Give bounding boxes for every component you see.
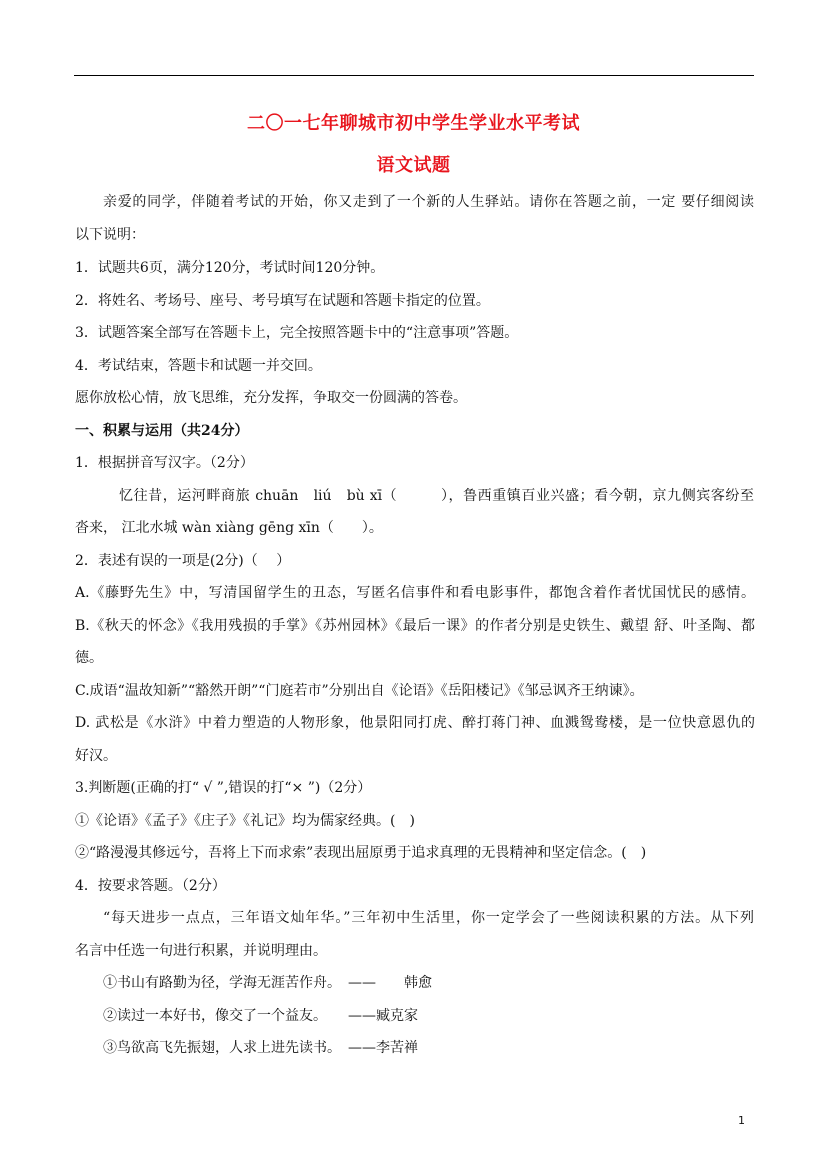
instruction-item-4: 4．考试结束，答题卡和试题一并交回。 bbox=[75, 358, 322, 374]
instruction-item-3: 3．试题答案全部写在答题卡上，完全按照答题卡中的“注意事项”答题。 bbox=[75, 325, 519, 341]
question-2-stem: 2．表述有误的一项是(2分)（ ） bbox=[75, 553, 291, 569]
question-4-text-line-2: 名言中任选一句进行积累，并说明理由。 bbox=[75, 943, 327, 959]
question-4-text-line-1: “每天进步一点点，三年语文灿年华。”三年初中生活里，你一定学会了一些阅读积累的方法。从下列 bbox=[103, 910, 754, 926]
question-1-text-line-2: 沓来， 江北水城 wàn xiàng gēng xīn（ ）。 bbox=[75, 520, 383, 536]
exam-title: 二〇一七年聊城市初中学生学业水平考试 bbox=[247, 113, 580, 134]
instruction-item-2: 2．将姓名、考场号、座号、考号填写在试题和答题卡指定的位置。 bbox=[75, 293, 490, 309]
question-2-option-d-line-1: D. 武松是《水浒》中着力塑造的人物形象，他景阳同打虎、醉打蒋门神、血溅鸳鸯楼，是一位快意恩仇的 bbox=[75, 715, 755, 731]
question-1-text-line-1: 忆往昔，运河畔商旅 chuān liú bù xī（ ），鲁西重镇百业兴盛；看今朝，京九侧宾客纷至 bbox=[119, 488, 754, 504]
wish-text: 愿你放松心情，放飞思维，充分发挥，争取交一份圆满的答卷。 bbox=[75, 390, 467, 406]
question-2-option-b-line-1: B.《秋天的怀念》《我用残损的手掌》《苏州园林》《最后一课》的作者分别是史铁生、戴望 舒、叶圣陶、都 bbox=[75, 618, 755, 634]
question-2-option-c: C.成语“温故知新”“豁然开朗”“门庭若市”分别出自《论语》《岳阳楼记》《邹忌讽齐王纳谏》。 bbox=[75, 683, 644, 699]
header-rule bbox=[74, 75, 754, 76]
question-4-quote-3: ③鸟欲高飞先振翅，人求上进先读书。 ——李苦禅 bbox=[103, 1040, 418, 1056]
section-heading: 一、积累与运用（共24分） bbox=[75, 423, 249, 439]
instruction-item-1: 1．试题共6页，满分120分，考试时间120分钟。 bbox=[75, 260, 385, 276]
intro-paragraph-line-1: 亲爱的同学，伴随着考试的开始，你又走到了一个新的人生驿站。请你在答题之前，一定 要仔细阅读 bbox=[103, 194, 754, 210]
question-4-stem: 4．按要求答题。（2分） bbox=[75, 878, 226, 894]
question-2-option-a: A.《藤野先生》中，写清国留学生的丑态，写匿名信事件和看电影事件，都饱含着作者忧国忧民的感情。 bbox=[75, 585, 755, 601]
question-1-stem: 1．根据拼音写汉字。（2分） bbox=[75, 455, 254, 471]
exam-subtitle: 语文试题 bbox=[376, 155, 451, 176]
question-4-quote-2: ②读过一本好书，像交了一个益友。 ——臧克家 bbox=[103, 1008, 418, 1024]
question-2-option-b-line-2: 德。 bbox=[75, 650, 103, 666]
question-3-item-1: ①《论语》《孟子》《庄子》《礼记》均为儒家经典。( ) bbox=[75, 813, 415, 829]
question-4-quote-1: ①书山有路勤为径，学海无涯苦作舟。 —— 韩愈 bbox=[103, 975, 432, 991]
question-2-option-d-line-2: 好汉。 bbox=[75, 748, 117, 764]
question-3-item-2: ②“路漫漫其修远兮，吾将上下而求索”表现出屈原勇于追求真理的无畏精神和坚定信念。( ) bbox=[75, 845, 647, 861]
page-number: 1 bbox=[738, 1114, 745, 1127]
intro-paragraph-line-2: 以下说明： bbox=[75, 227, 145, 243]
question-3-stem: 3.判断题(正确的打“ √ ”,错误的打“× ”)（2分） bbox=[75, 780, 372, 796]
